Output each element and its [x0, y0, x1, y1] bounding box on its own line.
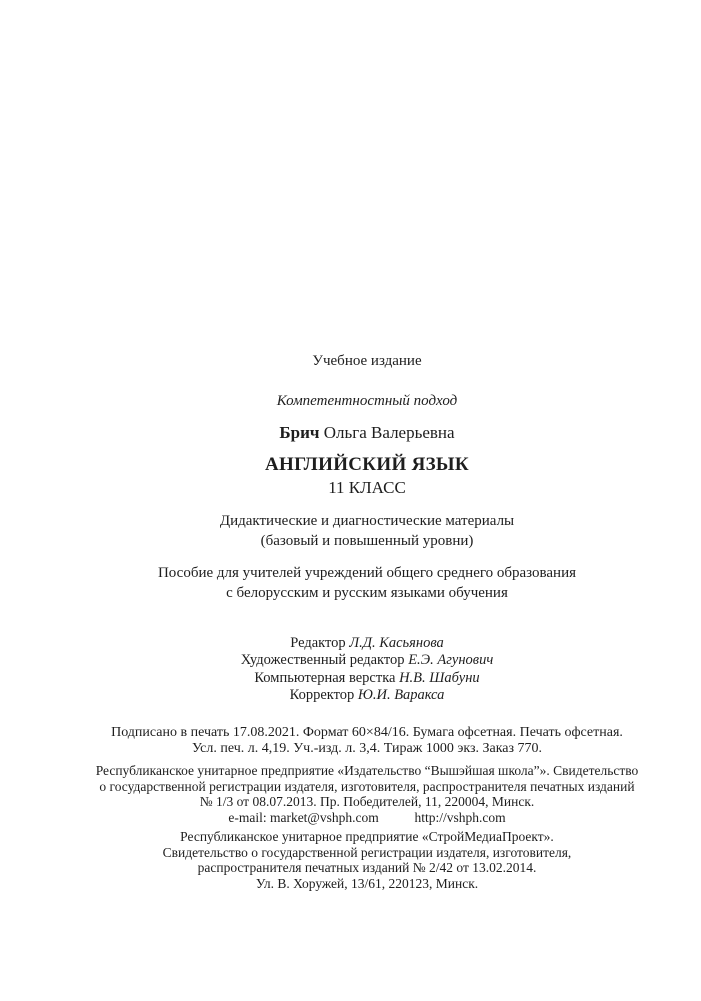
publisher-line: № 1/3 от 08.07.2013. Пр. Победителей, 11, 220004, Минск.	[199, 794, 535, 810]
staff-credit-proofreader	[93, 687, 641, 704]
staff-role: Компьютерная верстка	[254, 669, 396, 686]
series-title: Компетентностный подход	[276, 393, 458, 409]
print-spec-line: Подписано в печать 17.08.2021. Формат 60×84/16. Бумага офсетная. Печать офсетная.	[111, 725, 623, 741]
description-line: (базовый и повышенный уровни)	[260, 533, 474, 549]
publisher-line: о государственной регистрации издателя, изготовителя, распространителя печатных изданий	[99, 778, 635, 794]
staff-credit-editor	[93, 635, 641, 652]
book-title: АНГЛИЙСКИЙ ЯЗЫК	[265, 454, 469, 475]
description-line: Дидактические и диагностические материалы	[219, 513, 515, 529]
staff-role: Художественный редактор	[240, 652, 405, 669]
imprint-content	[93, 0, 641, 891]
book-subtitle: 11 КЛАСС	[328, 478, 406, 497]
printer-line: Республиканское унитарное предприятие «СтройМедиаПроект».	[180, 829, 554, 845]
publisher-website: http://vshph.com	[414, 809, 506, 825]
publisher-email: e-mail: market@vshph.com	[228, 809, 379, 825]
publisher-line: Республиканское унитарное предприятие «Издательство “Вышэйшая школа”». Свидетельство	[95, 763, 639, 779]
staff-name: Ю.И. Варакса	[357, 686, 445, 703]
staff-name: Н.В. Шабуни	[399, 669, 480, 686]
audience-line: Пособие для учителей учреждений общего среднего образования	[157, 565, 577, 581]
printer-line: Свидетельство о государственной регистрации издателя, изготовителя,	[162, 844, 572, 860]
publisher-contact-line	[93, 810, 641, 826]
staff-credit-layout	[93, 670, 641, 687]
staff-credits	[93, 635, 641, 704]
staff-credit-art-editor	[93, 652, 641, 669]
author-surname: Брич	[279, 423, 320, 442]
print-spec-line: Усл. печ. л. 4,19. Уч.-изд. л. 3,4. Тираж 1000 экз. Заказ 770.	[191, 741, 543, 757]
author-given-names: Ольга Валерьевна	[323, 423, 455, 442]
print-specifications	[93, 725, 641, 757]
author-line	[93, 423, 641, 443]
audience-note	[93, 563, 641, 603]
audience-line: с белорусским и русским языками обучения	[226, 585, 508, 601]
printer-line: распространителя печатных изданий № 2/42 от 13.02.2014.	[197, 860, 537, 876]
staff-role: Редактор	[290, 635, 346, 651]
printer-line: Ул. В. Хоружей, 13/61, 220123, Минск.	[255, 875, 479, 891]
staff-role: Корректор	[289, 686, 355, 703]
staff-name: Л.Д. Касьянова	[349, 635, 444, 651]
printer-info	[93, 829, 641, 891]
staff-name: Е.Э. Агунович	[408, 652, 494, 669]
edition-note: Учебное издание	[312, 353, 422, 369]
publisher-info	[93, 763, 641, 825]
materials-description	[93, 511, 641, 551]
